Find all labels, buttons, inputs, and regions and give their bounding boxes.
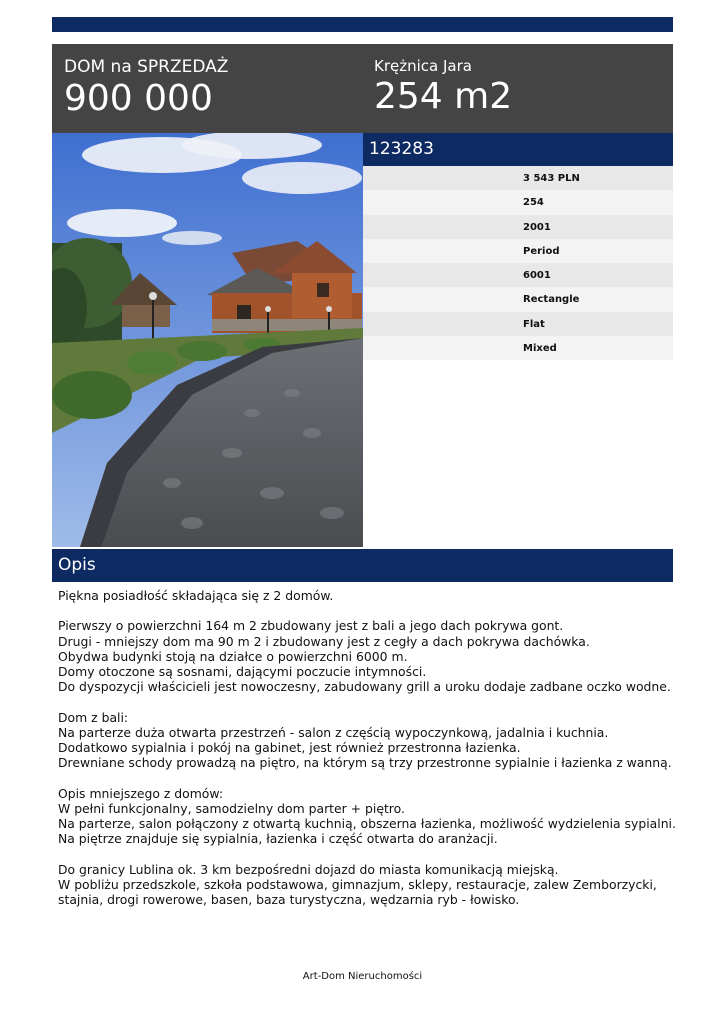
listing-type: DOM na SPRZEDAŻ xyxy=(64,57,229,77)
listing-id: 123283 xyxy=(369,139,434,159)
spec-row xyxy=(363,239,673,263)
description-line: Na piętrze znajduje się sypialnia, łazienka i część otwarta do aranżacji. xyxy=(58,831,498,847)
header-right xyxy=(374,56,512,118)
description-line xyxy=(58,770,678,785)
listing-price: 900 000 xyxy=(64,78,213,119)
spec-table xyxy=(363,166,673,360)
description-line: Dodatkowo sypialnia i pokój na gabinet, jest również przestronna łazienka. xyxy=(58,740,521,755)
spec-row xyxy=(363,215,673,239)
description-heading-bar xyxy=(52,549,673,582)
description-line: W pobliżu przedszkole, szkoła podstawowa, gimnazjum, sklepy, restauracje, zalew Zemborzycki, xyxy=(58,876,657,892)
spec-value: Flat xyxy=(523,318,545,330)
listing-area: 254 m2 xyxy=(374,76,513,117)
spec-value: Rectangle xyxy=(523,294,580,306)
description-line: Do granicy Lublina ok. 3 km bezpośredni dojazd do miasta komunikacją miejską. xyxy=(58,861,559,877)
description-line: Na parterze, salon połączony z otwartą kuchnią, obszerna łazienka, możliwość wydzielenia sypialni. xyxy=(58,816,676,831)
description-body xyxy=(58,588,678,907)
listing-id-bar xyxy=(363,133,673,166)
top-accent-bar xyxy=(52,17,673,32)
description-line: Opis mniejszego z domów: xyxy=(58,785,224,801)
spec-row xyxy=(363,336,673,360)
description-line: stajnia, drogi rowerowe, basen, baza turystyczna, wędzarnia ryb - łowisko. xyxy=(58,892,520,907)
spec-value: 254 xyxy=(523,197,544,209)
description-line: Domy otoczone są sosnami, dającymi poczucie intymności. xyxy=(58,664,427,679)
spec-value: 3 543 PLN xyxy=(523,173,580,184)
footer-agency: Art-Dom Nieruchomości xyxy=(302,971,423,982)
spec-value: 6001 xyxy=(523,270,551,282)
description-line xyxy=(58,603,678,618)
spec-row xyxy=(363,263,673,287)
description-line: Do dyspozycji właścicieli jest nowoczesny, zabudowany grill a uroku dodaje zadbane oczko wodne. xyxy=(58,679,671,695)
spec-value: Mixed xyxy=(523,343,557,355)
listing-location: Krężnica Jara xyxy=(374,57,472,75)
description-line: Pierwszy o powierzchni 164 m 2 zbudowany jest z bali a jego dach pokrywa gont. xyxy=(58,618,564,634)
description-line xyxy=(58,846,678,861)
spec-row xyxy=(363,312,673,336)
description-line: Drewniane schody prowadzą na piętro, na którym są trzy przestronne sypialnie i łazienka z wanną. xyxy=(58,755,672,771)
spec-row xyxy=(363,190,673,214)
description-line: Obydwa budynki stoją na działce o powierzchni 6000 m. xyxy=(58,648,408,664)
spec-row xyxy=(363,287,673,311)
spec-value: Period xyxy=(523,245,560,257)
spec-row xyxy=(363,166,673,190)
property-photo xyxy=(52,133,363,547)
header-left xyxy=(64,56,228,120)
description-line: Dom z bali: xyxy=(58,709,129,725)
description-line: W pełni funkcjonalny, samodzielny dom parter + piętro. xyxy=(58,800,405,816)
listing-header xyxy=(52,44,673,133)
description-line xyxy=(58,694,678,709)
description-line: Na parterze duża otwarta przestrzeń - salon z częścią wypoczynkową, jadalnia i kuchnia. xyxy=(58,724,609,740)
spec-value: 2001 xyxy=(523,221,551,233)
description-heading: Opis xyxy=(58,555,96,575)
description-line: Piękna posiadłość składająca się z 2 domów. xyxy=(58,588,334,603)
description-line: Drugi - mniejszy dom ma 90 m 2 i zbudowany jest z cegły a dach pokrywa dachówka. xyxy=(58,633,590,649)
